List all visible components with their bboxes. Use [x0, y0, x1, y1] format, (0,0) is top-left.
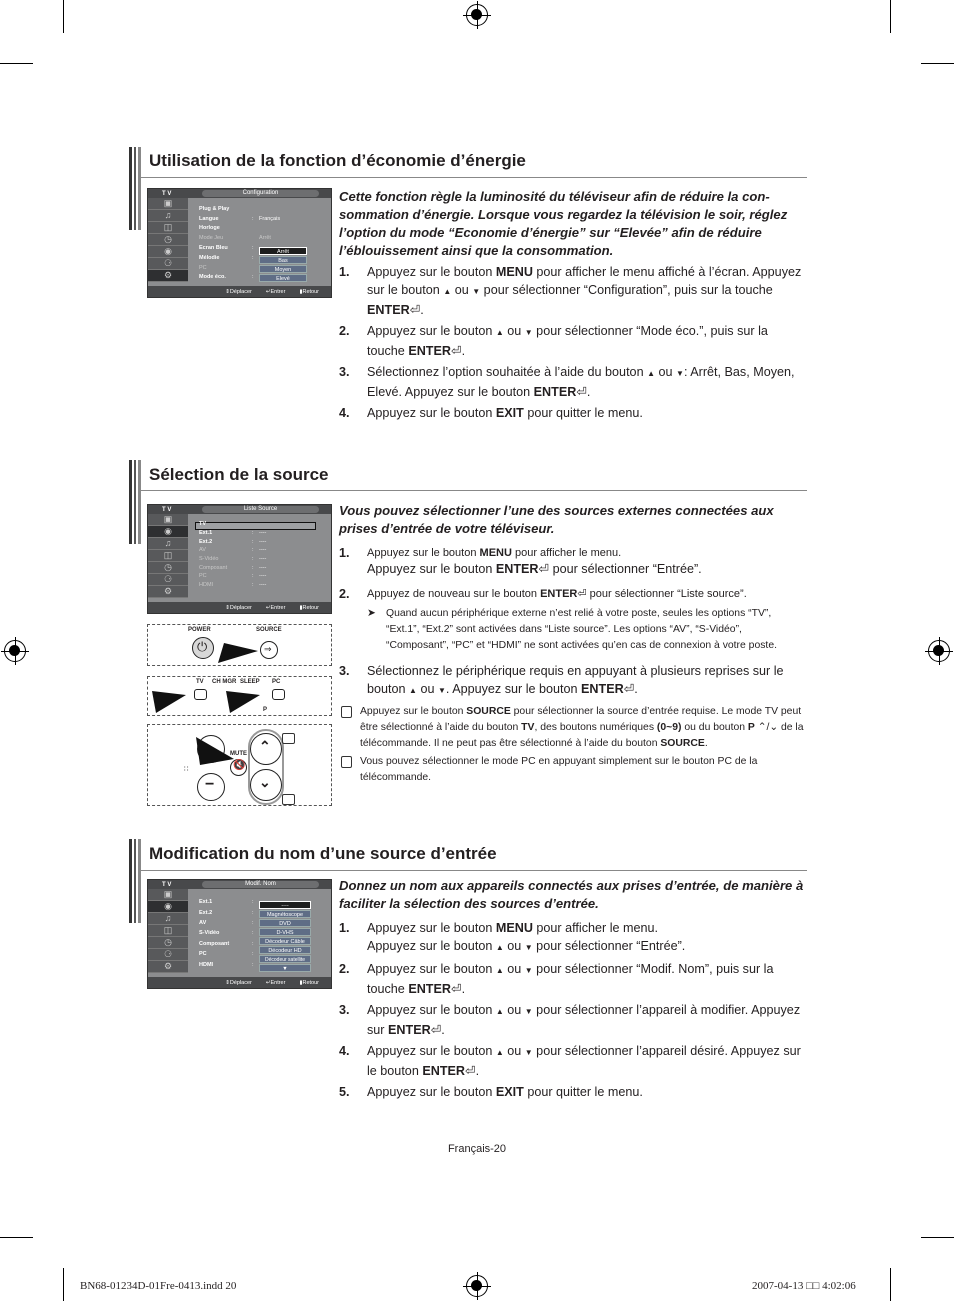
menu-row: AV :: [199, 919, 254, 926]
remote-panel-tv-pc: [147, 676, 332, 716]
step: 4. Appuyez sur le bouton ▲ ou ▼ pour sélectionner l’appareil désiré. Appuyez sur le bouton ENTER⏎.: [339, 1044, 801, 1078]
power-label: POWER: [188, 627, 211, 633]
up-arrow-icon: ▲: [409, 686, 417, 695]
menu-option: ▼: [259, 964, 311, 972]
pointer-icon: ➤: [367, 608, 376, 619]
menu-item-label: Ecran Bleu: [199, 245, 228, 252]
menu-row: Ext.1 : ----: [199, 530, 267, 537]
menu-row: [199, 204, 327, 214]
crop-mark: [0, 1237, 33, 1238]
mute-label: MUTE: [230, 751, 247, 757]
note-icon: [341, 756, 352, 768]
section-title: Modification du nom d’une source d’entrée: [149, 844, 497, 863]
menu-option: DVD: [259, 919, 311, 927]
pointer-arrow-icon: [226, 685, 262, 715]
crop-mark: [63, 1268, 64, 1301]
menu-item-value: Arrêt: [259, 235, 271, 242]
menu-row: [199, 224, 327, 234]
info-button[interactable]: [282, 733, 295, 744]
sleep-label: SLEEP: [240, 679, 260, 685]
setup-icon: ⚆: [148, 574, 188, 586]
menu-footer-enter: ↵Entrer: [265, 979, 286, 986]
menu-item-label: Langue: [199, 215, 219, 222]
menu-row: Composant : ----: [199, 564, 267, 571]
source-label: SOURCE: [256, 627, 282, 633]
menu-row: HDMI :: [199, 961, 254, 968]
menu-row: Mélodie :: [199, 254, 254, 261]
menu-option: Elevé: [259, 274, 307, 282]
step: 2. Appuyez sur le bouton ▲ ou ▼ pour sélectionner “Mode éco.”, puis sur la touche ENTER⏎.: [339, 324, 768, 358]
menu-mode: T V: [162, 190, 172, 197]
step-number: 3.: [339, 1003, 350, 1017]
menu-item-label: Mode Jeu: [199, 235, 224, 242]
menu-titlebar: [148, 189, 331, 198]
chevron-up-icon: ⌃: [259, 738, 271, 754]
source-icon: ⇒: [264, 644, 272, 654]
down-arrow-icon: ▼: [524, 1048, 533, 1057]
step: 2. Appuyez de nouveau sur le bouton ENTER⏎ pour sélectionner “Liste source”.: [339, 587, 747, 601]
input-icon: ◉: [148, 246, 188, 258]
enter-icon: ⏎: [430, 1023, 442, 1037]
menu-row: Ext.1 :: [199, 899, 254, 906]
menu-option: D-VHS: [259, 928, 311, 936]
step-number: 4.: [339, 406, 350, 420]
down-arrow-icon: ▼: [437, 686, 446, 695]
note: [339, 754, 807, 786]
menu-footer-enter: ↵Entrer: [265, 288, 286, 295]
section-rule: [141, 870, 807, 871]
power-icon: ⏻: [197, 639, 208, 654]
menu-footer: [148, 977, 331, 988]
menu-item-label: Ext.2: [199, 538, 213, 545]
step-number: 5.: [339, 1085, 350, 1099]
menu-footer: [148, 286, 331, 297]
up-arrow-icon: ▲: [495, 1007, 504, 1016]
section-intro: Vous pouvez sélectionner l’une des sources externes connectées aux prises d’entrée de votre téléviseur.: [339, 503, 774, 536]
menu-row: PC :: [199, 951, 254, 958]
picture-icon: ▣: [148, 889, 188, 901]
menu-item-label: Ext.2: [199, 909, 213, 916]
registration-mark-icon: [4, 640, 26, 662]
config-icon: ⚙: [148, 961, 188, 973]
input-icon: ◉: [148, 901, 188, 913]
menu-footer-back: ▮Retour: [299, 288, 319, 295]
step: 1. Appuyez sur le bouton MENU pour afficher le menu. Appuyez sur le bouton ENTER⏎ pour sélectionner “Entrée”.: [339, 546, 702, 576]
step-number: 2.: [339, 587, 350, 601]
menu-mode: T V: [162, 506, 172, 513]
menu-option: Décodeur satellite: [259, 955, 311, 963]
section-intro: Donnez un nom aux appareils connectés aux prises d’entrée, de manière à faciliter la sélection des sources d’entrée.: [339, 878, 804, 911]
menu-row: Langue : Français: [199, 215, 281, 222]
menu-row: Ext.2 : ----: [199, 538, 267, 545]
step: 3. Appuyez sur le bouton ▲ ou ▼ pour sélectionner l’appareil à modifier. Appuyez sur ENTER⏎.: [339, 1003, 801, 1037]
menu-item-label: Ext.1: [199, 530, 213, 537]
menu-item-label: PC: [199, 951, 207, 958]
power-button[interactable]: [192, 637, 214, 659]
crop-mark: [63, 0, 64, 33]
timer-icon: ◷: [148, 937, 188, 949]
channel-down-button[interactable]: [250, 769, 282, 801]
step: 1. Appuyez sur le bouton MENU pour afficher le menu. Appuyez sur le bouton ▲ ou ▼ pour sélectionner “Entrée”.: [339, 921, 686, 953]
down-arrow-icon: ▼: [472, 287, 481, 296]
tv-menu-source-list: [147, 504, 332, 614]
menu-footer-move: ⇕Déplacer: [225, 979, 252, 986]
menu-item-label: Horloge: [199, 225, 220, 232]
registration-mark-icon: [466, 4, 488, 26]
menu-item-label: AV: [199, 919, 207, 926]
section-bar: [129, 460, 141, 544]
menu-item-label: S-Vidéo: [199, 930, 220, 937]
menu-option: Arrêt: [259, 247, 307, 255]
step: 5. Appuyez sur le bouton EXIT pour quitter le menu.: [339, 1085, 643, 1099]
enter-icon: ⏎: [577, 588, 587, 600]
registration-mark-icon: [466, 1275, 488, 1297]
menu-item-label: Ext.1: [199, 899, 213, 906]
subnote: [367, 606, 807, 654]
teletext-button[interactable]: [282, 794, 295, 805]
minus-icon: −: [205, 776, 215, 793]
enter-icon: ⏎: [451, 344, 462, 358]
section-title: Utilisation de la fonction d’économie d’énergie: [149, 151, 526, 170]
step: 3. Sélectionnez l’option souhaitée à l’aide du bouton ▲ ou ▼: Arrêt, Bas, Moyen, Elevé. Appuyez sur le bouton ENTER⏎.: [339, 365, 795, 399]
section-rule: [141, 490, 807, 491]
menu-row: AV : ----: [199, 547, 267, 554]
menu-title: Modif. Nom: [202, 881, 319, 888]
menu-item-value: ----: [259, 573, 267, 580]
file-info: BN68-01234D-01Fre-0413.indd 20: [80, 1280, 237, 1292]
channel-icon: ◫: [148, 925, 188, 937]
menu-option: Bas: [259, 256, 307, 264]
remote-panel-channel: [147, 724, 332, 806]
channel-up-button[interactable]: [250, 733, 282, 765]
enter-icon: ⏎: [576, 385, 587, 399]
page-number: Français-20: [447, 1143, 507, 1155]
crop-mark: [890, 0, 891, 33]
menu-item-label: PC: [199, 264, 207, 271]
channel-up-down-icon: ⌃/⌄: [757, 722, 779, 733]
step-number: 2.: [339, 324, 350, 338]
section-bar: [129, 839, 141, 923]
pointer-arrow-icon: [152, 685, 188, 715]
menu-item-label: AV: [199, 547, 206, 554]
menu-side-icons: [148, 514, 188, 598]
step-number: 3.: [339, 664, 350, 678]
down-arrow-icon: ▼: [676, 369, 684, 378]
pc-label: PC: [272, 679, 281, 685]
menu-item-label: Composant: [199, 940, 230, 947]
menu-side-icons: [148, 889, 188, 973]
menu-footer-move: ⇕Déplacer: [225, 604, 252, 611]
menu-item-value: ----: [259, 556, 267, 563]
section-bar: [129, 147, 141, 230]
registration-mark-icon: [928, 640, 950, 662]
menu-footer-back: ▮Retour: [299, 604, 319, 611]
menu-option: Moyen: [259, 265, 307, 273]
menu-item-value: Français: [259, 215, 281, 222]
menu-item-label: Mode éco.: [199, 274, 226, 281]
down-arrow-icon: ▼: [524, 943, 533, 952]
up-arrow-icon: ▲: [647, 369, 655, 378]
menu-item-label: S-Vidéo: [199, 556, 219, 563]
menu-item-label: Composant: [199, 564, 228, 571]
config-icon: ⚙: [148, 270, 188, 282]
menu-item-value: ----: [259, 564, 267, 571]
menu-row: [199, 520, 327, 529]
menu-side-icons: [148, 198, 188, 282]
timer-icon: ◷: [148, 234, 188, 246]
step: 4. Appuyez sur le bouton EXIT pour quitter le menu.: [339, 406, 643, 420]
step-number: 1.: [339, 546, 350, 560]
menu-row: PC : ----: [199, 573, 267, 580]
sound-icon: ♫: [148, 210, 188, 222]
note-icon: [341, 706, 352, 718]
menu-mode: T V: [162, 881, 172, 888]
section-title: Sélection de la source: [149, 465, 329, 484]
picture-icon: ▣: [148, 514, 188, 526]
sound-icon: ♫: [148, 913, 188, 925]
volume-down-button[interactable]: [197, 773, 225, 801]
mute-icon: 🔇: [233, 760, 246, 771]
print-date: 2007-04-13 □□ 4:02:06: [752, 1280, 856, 1292]
menu-item-value: ----: [259, 538, 267, 545]
enter-icon: ⏎: [409, 303, 421, 317]
menu-item-label: Mélodie: [199, 254, 220, 261]
step: 3. Sélectionnez le périphérique requis en appuyant à plusieurs reprises sur le bouton ▲ ou ▼. Appuyez sur le bouton ENTER⏎.: [339, 664, 784, 696]
picture-icon: ▣: [148, 198, 188, 210]
channel-icon: ◫: [148, 222, 188, 234]
menu-item-label: HDMI: [199, 582, 214, 589]
enter-icon: ⏎: [465, 1064, 476, 1078]
menu-item-label: HDMI: [199, 961, 214, 968]
pointer-arrow-icon: [196, 733, 236, 767]
menu-item-value: ----: [259, 530, 267, 537]
step-number: 1.: [339, 921, 350, 935]
up-arrow-icon: ▲: [495, 328, 504, 337]
up-arrow-icon: ▲: [495, 966, 504, 975]
step-number: 3.: [339, 365, 350, 379]
section-intro: Cette fonction règle la luminosité du téléviseur afin de réduire la con-sommation d’énergie. Lorsque vous regardez la télévision le soir, réglez l’option du mode “Economie d’énergie” sur “Elevée” afin de réduire l’éblouissement ainsi que la consommation.: [339, 189, 788, 258]
input-icon: ◉: [148, 526, 188, 538]
enter-icon: ⏎: [538, 562, 550, 576]
enter-icon: ⏎: [451, 982, 462, 996]
source-button[interactable]: [260, 641, 278, 659]
menu-row: HDMI : ----: [199, 582, 267, 589]
menu-row: Ecran Bleu :: [199, 245, 254, 252]
menu-title: Configuration: [202, 190, 319, 197]
menu-item-label: Plug & Play: [199, 205, 230, 212]
step-number: 1.: [339, 265, 350, 279]
menu-row: Composant :: [199, 940, 254, 947]
menu-titlebar: [148, 505, 331, 514]
menu-option: Décodeur HD: [259, 946, 311, 954]
section-rule: [141, 177, 807, 178]
menu-item-label: TV: [199, 521, 207, 528]
p-label: P: [263, 707, 268, 713]
tv-menu-edit-name: [147, 879, 332, 989]
tv-label: TV: [196, 679, 204, 685]
crop-mark: [921, 1237, 954, 1238]
sound-icon: ♫: [148, 538, 188, 550]
menu-row: Mode éco. :: [199, 274, 254, 281]
menu-row: S-Vidéo :: [199, 930, 254, 937]
menu-item-label: PC: [199, 573, 207, 580]
config-icon: ⚙: [148, 586, 188, 598]
subnote-text: Quand aucun périphérique externe n’est relié à votre poste, seules les options “TV”, “Ext.1”, “Ext.2” sont activées dans “Liste source”. Les options “AV”, “S-Vidéo”, “Composant”, “PC” et “HDMI” ne sont activées qu’en cas de connexion à votre poste.: [386, 608, 777, 651]
setup-icon: ⚆: [148, 949, 188, 961]
crop-mark: [921, 63, 954, 64]
tv-button[interactable]: [194, 689, 207, 700]
menu-footer: [148, 602, 331, 613]
setup-icon: ⚆: [148, 258, 188, 270]
dots-icon: ∷: [184, 766, 190, 773]
down-arrow-icon: ▼: [524, 966, 533, 975]
menu-title: Liste Source: [202, 506, 319, 513]
menu-row: [199, 233, 327, 243]
chevron-down-icon: ⌄: [259, 774, 271, 790]
remote-panel-power-source: [147, 624, 332, 666]
menu-option: Décodeur Câble: [259, 937, 311, 945]
menu-option: ----: [259, 901, 311, 909]
menu-item-value: ----: [259, 582, 267, 589]
menu-footer-enter: ↵Entrer: [265, 604, 286, 611]
enter-icon: ⏎: [623, 682, 635, 696]
down-arrow-icon: ▼: [524, 1007, 533, 1016]
up-arrow-icon: ▲: [443, 287, 452, 296]
menu-footer-back: ▮Retour: [299, 979, 319, 986]
pc-button[interactable]: [272, 689, 285, 700]
note: Appuyez sur le bouton SOURCE pour sélectionner la source d’entrée requise. Le mode TV peut être sélectionné à l’aide du bouton TV, des boutons numériques (0~9) ou du bouton P ⌃/⌄ de la télécommande. Il ne peut pas être sélectionné à l’aide du bouton SOURCE.: [339, 704, 807, 752]
timer-icon: ◷: [148, 562, 188, 574]
step: 1. Appuyez sur le bouton MENU pour afficher le menu affiché à l’écran. Appuyez sur le bouton ▲ ou ▼ pour sélectionner “Configuration”, puis sur la touche ENTER⏎.: [339, 265, 802, 317]
pointer-arrow-icon: [218, 635, 260, 665]
tv-menu-configuration: [147, 188, 332, 298]
menu-footer-move: ⇕Déplacer: [225, 288, 252, 295]
menu-titlebar: [148, 880, 331, 889]
note-text: Vous pouvez sélectionner le mode PC en appuyant simplement sur le bouton PC de la télécommande.: [360, 756, 758, 783]
menu-row: Ext.2 :: [199, 909, 254, 916]
menu-list: [199, 520, 327, 590]
step: 2. Appuyez sur le bouton ▲ ou ▼ pour sélectionner “Modif. Nom”, puis sur la touche ENTER⏎.: [339, 962, 774, 996]
crop-mark: [0, 63, 33, 64]
step-number: 2.: [339, 962, 350, 976]
chmgr-label: CH MGR: [212, 679, 237, 685]
up-arrow-icon: ▲: [495, 1048, 504, 1057]
menu-item-value: ----: [259, 547, 267, 554]
down-arrow-icon: ▼: [524, 328, 533, 337]
step-number: 4.: [339, 1044, 350, 1058]
channel-icon: ◫: [148, 550, 188, 562]
crop-mark: [890, 1268, 891, 1301]
menu-row: S-Vidéo : ----: [199, 556, 267, 563]
menu-option: Magnétoscope: [259, 910, 311, 918]
up-arrow-icon: ▲: [495, 943, 504, 952]
